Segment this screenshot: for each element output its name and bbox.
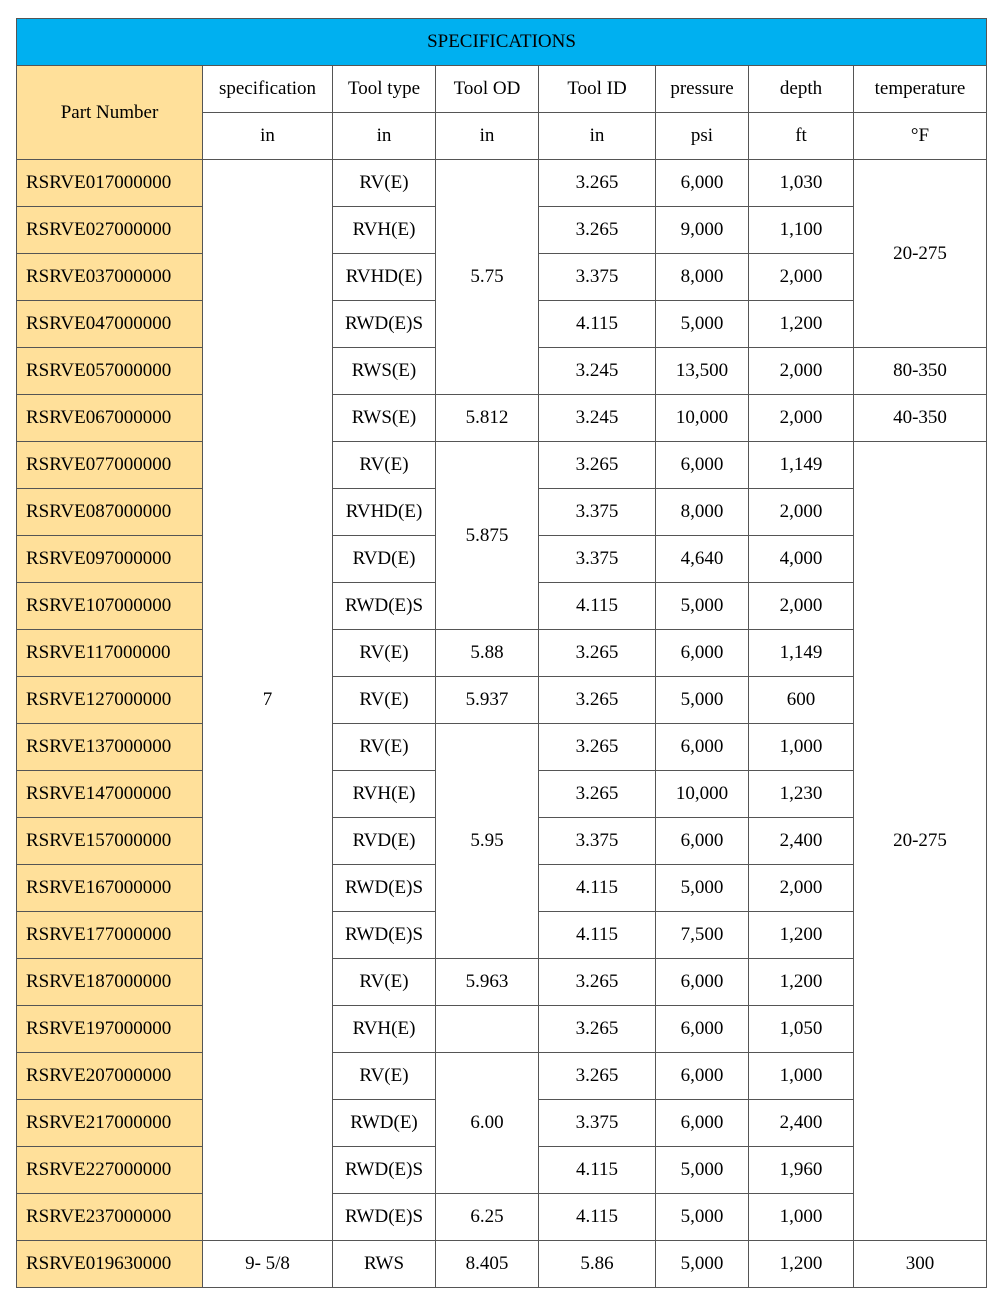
tool-type-cell: RV(E) — [333, 677, 436, 724]
part-number-cell: RSRVE207000000 — [17, 1053, 203, 1100]
depth-cell: 1,000 — [749, 724, 854, 771]
tool-od-cell: 5.88 — [436, 630, 539, 677]
depth-cell: 2,000 — [749, 254, 854, 301]
table-row — [17, 959, 987, 1006]
column-header: pressure — [656, 66, 749, 113]
unit-header: in — [436, 113, 539, 160]
tool-od-cell: 6.25 — [436, 1194, 539, 1241]
tool-id-cell: 3.265 — [539, 724, 656, 771]
pressure-cell: 8,000 — [656, 254, 749, 301]
part-number-cell: RSRVE147000000 — [17, 771, 203, 818]
table-row — [17, 1241, 987, 1288]
depth-cell: 1,000 — [749, 1194, 854, 1241]
header-row — [17, 66, 987, 113]
unit-header: ft — [749, 113, 854, 160]
tool-type-cell: RVH(E) — [333, 207, 436, 254]
tool-id-cell: 5.86 — [539, 1241, 656, 1288]
pressure-cell: 5,000 — [656, 677, 749, 724]
part-number-cell: RSRVE117000000 — [17, 630, 203, 677]
part-number-cell: RSRVE087000000 — [17, 489, 203, 536]
pressure-cell: 4,640 — [656, 536, 749, 583]
depth-cell: 1,149 — [749, 442, 854, 489]
part-number-cell: RSRVE127000000 — [17, 677, 203, 724]
depth-cell: 1,050 — [749, 1006, 854, 1053]
depth-cell: 600 — [749, 677, 854, 724]
part-number-cell: RSRVE067000000 — [17, 395, 203, 442]
pressure-cell: 13,500 — [656, 348, 749, 395]
pressure-cell: 10,000 — [656, 771, 749, 818]
pressure-cell: 6,000 — [656, 959, 749, 1006]
pressure-cell: 10,000 — [656, 395, 749, 442]
pressure-cell: 6,000 — [656, 630, 749, 677]
pressure-cell: 6,000 — [656, 1006, 749, 1053]
temperature-cell: 20-275 — [854, 160, 987, 348]
tool-type-cell: RVHD(E) — [333, 489, 436, 536]
tool-od-cell: 5.963 — [436, 959, 539, 1006]
tool-id-cell: 3.265 — [539, 771, 656, 818]
table-row — [17, 677, 987, 724]
pressure-cell: 6,000 — [656, 160, 749, 207]
pressure-cell: 6,000 — [656, 818, 749, 865]
specifications-table — [16, 18, 987, 1288]
unit-header: in — [203, 113, 333, 160]
tool-type-cell: RWS(E) — [333, 395, 436, 442]
unit-header: in — [333, 113, 436, 160]
part-number-cell: RSRVE217000000 — [17, 1100, 203, 1147]
part-number-cell: RSRVE047000000 — [17, 301, 203, 348]
tool-type-cell: RWS(E) — [333, 348, 436, 395]
part-number-cell: RSRVE027000000 — [17, 207, 203, 254]
depth-cell: 1,200 — [749, 1241, 854, 1288]
unit-header: °F — [854, 113, 987, 160]
unit-header: psi — [656, 113, 749, 160]
tool-type-cell: RWD(E)S — [333, 301, 436, 348]
depth-cell: 4,000 — [749, 536, 854, 583]
pressure-cell: 5,000 — [656, 583, 749, 630]
tool-type-cell: RV(E) — [333, 160, 436, 207]
tool-id-cell: 3.375 — [539, 1100, 656, 1147]
table-row — [17, 630, 987, 677]
part-number-cell: RSRVE157000000 — [17, 818, 203, 865]
part-number-cell: RSRVE019630000 — [17, 1241, 203, 1288]
tool-id-cell: 3.265 — [539, 442, 656, 489]
part-number-cell: RSRVE107000000 — [17, 583, 203, 630]
tool-id-cell: 3.375 — [539, 536, 656, 583]
pressure-cell: 6,000 — [656, 1053, 749, 1100]
part-number-header: Part Number — [17, 66, 203, 160]
depth-cell: 1,149 — [749, 630, 854, 677]
column-header: depth — [749, 66, 854, 113]
tool-id-cell: 3.265 — [539, 959, 656, 1006]
pressure-cell: 5,000 — [656, 1147, 749, 1194]
pressure-cell: 7,500 — [656, 912, 749, 959]
tool-id-cell: 3.245 — [539, 348, 656, 395]
temperature-cell: 300 — [854, 1241, 987, 1288]
pressure-cell: 6,000 — [656, 1100, 749, 1147]
depth-cell: 1,960 — [749, 1147, 854, 1194]
tool-id-cell: 4.115 — [539, 583, 656, 630]
tool-id-cell: 4.115 — [539, 1194, 656, 1241]
tool-id-cell: 3.245 — [539, 395, 656, 442]
tool-type-cell: RWD(E)S — [333, 583, 436, 630]
tool-type-cell: RV(E) — [333, 959, 436, 1006]
tool-id-cell: 4.115 — [539, 1147, 656, 1194]
tool-type-cell: RVHD(E) — [333, 254, 436, 301]
depth-cell: 2,400 — [749, 818, 854, 865]
unit-header: in — [539, 113, 656, 160]
tool-type-cell: RWD(E)S — [333, 1194, 436, 1241]
part-number-cell: RSRVE187000000 — [17, 959, 203, 1006]
pressure-cell: 6,000 — [656, 724, 749, 771]
table-row — [17, 160, 987, 207]
temperature-cell: 40-350 — [854, 395, 987, 442]
tool-id-cell: 4.115 — [539, 301, 656, 348]
pressure-cell: 5,000 — [656, 301, 749, 348]
tool-id-cell: 3.265 — [539, 630, 656, 677]
tool-od-cell: 5.875 — [436, 442, 539, 630]
depth-cell: 1,200 — [749, 301, 854, 348]
table-title: SPECIFICATIONS — [17, 19, 987, 66]
tool-od-cell: 5.95 — [436, 724, 539, 959]
tool-type-cell: RVH(E) — [333, 771, 436, 818]
tool-id-cell: 3.375 — [539, 818, 656, 865]
depth-cell: 1,000 — [749, 1053, 854, 1100]
part-number-cell: RSRVE227000000 — [17, 1147, 203, 1194]
depth-cell: 2,000 — [749, 348, 854, 395]
tool-id-cell: 3.375 — [539, 489, 656, 536]
tool-type-cell: RWD(E)S — [333, 912, 436, 959]
table-row — [17, 395, 987, 442]
part-number-cell: RSRVE137000000 — [17, 724, 203, 771]
pressure-cell: 5,000 — [656, 865, 749, 912]
tool-od-cell: 8.405 — [436, 1241, 539, 1288]
temperature-cell: 80-350 — [854, 348, 987, 395]
part-number-cell: RSRVE237000000 — [17, 1194, 203, 1241]
part-number-cell: RSRVE097000000 — [17, 536, 203, 583]
tool-type-cell: RV(E) — [333, 1053, 436, 1100]
tool-type-cell: RWS — [333, 1241, 436, 1288]
pressure-cell: 5,000 — [656, 1241, 749, 1288]
tool-id-cell: 4.115 — [539, 865, 656, 912]
tool-type-cell: RV(E) — [333, 724, 436, 771]
column-header: Tool type — [333, 66, 436, 113]
column-header: specification — [203, 66, 333, 113]
column-header: Tool ID — [539, 66, 656, 113]
tool-od-cell: 5.75 — [436, 160, 539, 395]
table-row — [17, 1053, 987, 1100]
depth-cell: 1,230 — [749, 771, 854, 818]
column-header: Tool OD — [436, 66, 539, 113]
depth-cell: 1,200 — [749, 959, 854, 1006]
depth-cell: 2,000 — [749, 489, 854, 536]
title-row — [17, 19, 987, 66]
depth-cell: 1,030 — [749, 160, 854, 207]
depth-cell: 2,000 — [749, 395, 854, 442]
depth-cell: 2,400 — [749, 1100, 854, 1147]
part-number-cell: RSRVE077000000 — [17, 442, 203, 489]
pressure-cell: 8,000 — [656, 489, 749, 536]
tool-type-cell: RWD(E)S — [333, 1147, 436, 1194]
tool-od-cell — [436, 1006, 539, 1053]
tool-type-cell: RVD(E) — [333, 536, 436, 583]
part-number-cell: RSRVE017000000 — [17, 160, 203, 207]
part-number-cell: RSRVE057000000 — [17, 348, 203, 395]
tool-id-cell: 3.265 — [539, 1053, 656, 1100]
tool-type-cell: RVH(E) — [333, 1006, 436, 1053]
specification-cell: 7 — [203, 160, 333, 1241]
tool-id-cell: 3.265 — [539, 677, 656, 724]
tool-id-cell: 3.265 — [539, 207, 656, 254]
part-number-cell: RSRVE037000000 — [17, 254, 203, 301]
tool-type-cell: RWD(E)S — [333, 865, 436, 912]
depth-cell: 1,200 — [749, 912, 854, 959]
tool-type-cell: RV(E) — [333, 442, 436, 489]
tool-id-cell: 3.265 — [539, 160, 656, 207]
pressure-cell: 9,000 — [656, 207, 749, 254]
tool-id-cell: 3.265 — [539, 1006, 656, 1053]
tool-type-cell: RWD(E) — [333, 1100, 436, 1147]
table-row — [17, 1006, 987, 1053]
temperature-cell: 20-275 — [854, 442, 987, 1241]
tool-id-cell: 4.115 — [539, 912, 656, 959]
table-row — [17, 724, 987, 771]
table-row — [17, 442, 987, 489]
tool-type-cell: RV(E) — [333, 630, 436, 677]
tool-od-cell: 6.00 — [436, 1053, 539, 1194]
tool-id-cell: 3.375 — [539, 254, 656, 301]
column-header: temperature — [854, 66, 987, 113]
part-number-cell: RSRVE167000000 — [17, 865, 203, 912]
depth-cell: 1,100 — [749, 207, 854, 254]
part-number-cell: RSRVE197000000 — [17, 1006, 203, 1053]
tool-od-cell: 5.812 — [436, 395, 539, 442]
part-number-cell: RSRVE177000000 — [17, 912, 203, 959]
tool-od-cell: 5.937 — [436, 677, 539, 724]
pressure-cell: 6,000 — [656, 442, 749, 489]
depth-cell: 2,000 — [749, 583, 854, 630]
specification-cell: 9- 5/8 — [203, 1241, 333, 1288]
depth-cell: 2,000 — [749, 865, 854, 912]
table-row — [17, 1194, 987, 1241]
pressure-cell: 5,000 — [656, 1194, 749, 1241]
tool-type-cell: RVD(E) — [333, 818, 436, 865]
